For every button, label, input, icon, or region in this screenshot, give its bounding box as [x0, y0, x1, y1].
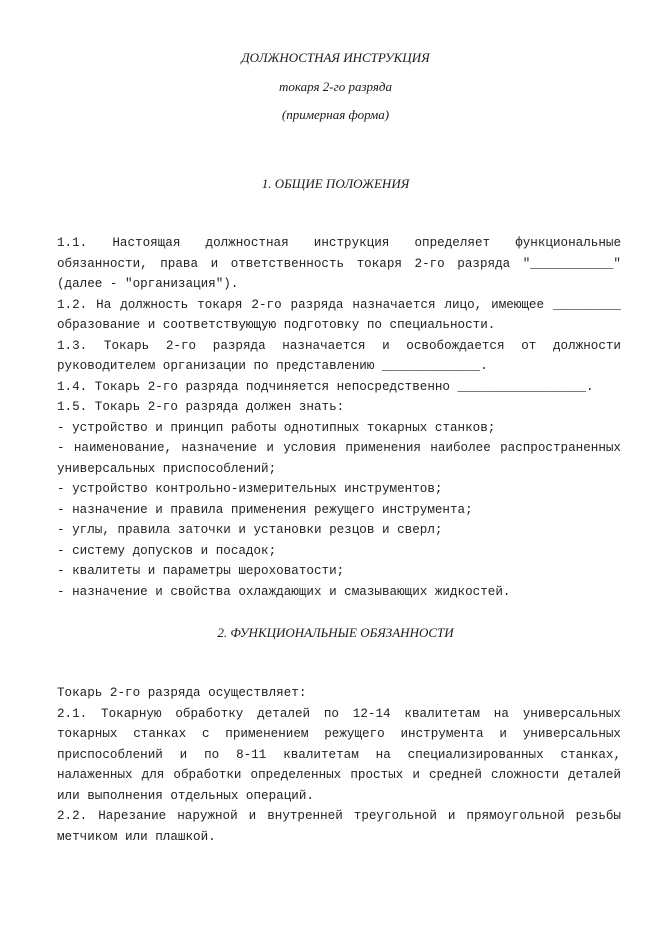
- section1-body: [57, 233, 621, 602]
- paragraph-1-4: 1.4. Токарь 2-го разряда подчиняется непосредственно _________________.: [57, 379, 594, 394]
- section2-intro: Токарь 2-го разряда осуществляет:: [57, 686, 307, 700]
- paragraph-1-1: 1.1. Настоящая должностная инструкция определяет функциональные обязанности, права и ответственность токаря 2-го разряда "___________" (далее - "организация").: [57, 236, 621, 291]
- list-item: - назначение и правила применения режущего инструмента;: [57, 502, 473, 517]
- list-item: - устройство контрольно-измерительных инструментов;: [57, 482, 443, 496]
- section2-body: [57, 683, 621, 847]
- document-title: ДОЛЖНОСТНАЯ ИНСТРУКЦИЯ: [241, 50, 430, 65]
- paragraph-2-1: 2.1. Токарную обработку деталей по 12-14 квалитетам на универсальных токарных станках с применением режущего инструмента и универсальных приспособлений и по 8-11 квалитетам на специализированных станках, налаженных для обработки определенных простых и средней сложности деталей или выполнения отдельных операций.: [57, 706, 621, 803]
- paragraph-2-2: 2.2. Нарезание наружной и внутренней треугольной и прямоугольной резьбы метчиком или плашкой.: [57, 809, 621, 844]
- document-subtitle: токаря 2-го разряда: [279, 79, 392, 94]
- list-item: - назначение и свойства охлаждающих и смазывающих жидкостей.: [57, 584, 511, 599]
- form-note: (примерная форма): [281, 107, 390, 122]
- list-item: - устройство и принцип работы однотипных токарных станков;: [57, 420, 496, 435]
- list-item: - квалитеты и параметры шероховатости;: [57, 564, 345, 578]
- list-item: - углы, правила заточки и установки резцов и сверл;: [57, 523, 443, 537]
- list-item: - наименование, назначение и условия применения наиболее распространенных универсальных приспособлений;: [57, 441, 621, 476]
- paragraph-1-2: 1.2. На должность токаря 2-го разряда назначается лицо, имеющее _________ образование и соответствующую подготовку по специальности.: [57, 297, 621, 332]
- paragraph-1-3: 1.3. Токарь 2-го разряда назначается и освобождается от должности руководителем организации по представлению _____________.: [57, 338, 621, 373]
- section1-heading: 1. ОБЩИЕ ПОЛОЖЕНИЯ: [261, 176, 410, 191]
- section2-heading: 2. ФУНКЦИОНАЛЬНЫЕ ОБЯЗАННОСТИ: [217, 625, 454, 640]
- list-item: - систему допусков и посадок;: [57, 543, 277, 558]
- paragraph-1-5: 1.5. Токарь 2-го разряда должен знать:: [57, 400, 345, 414]
